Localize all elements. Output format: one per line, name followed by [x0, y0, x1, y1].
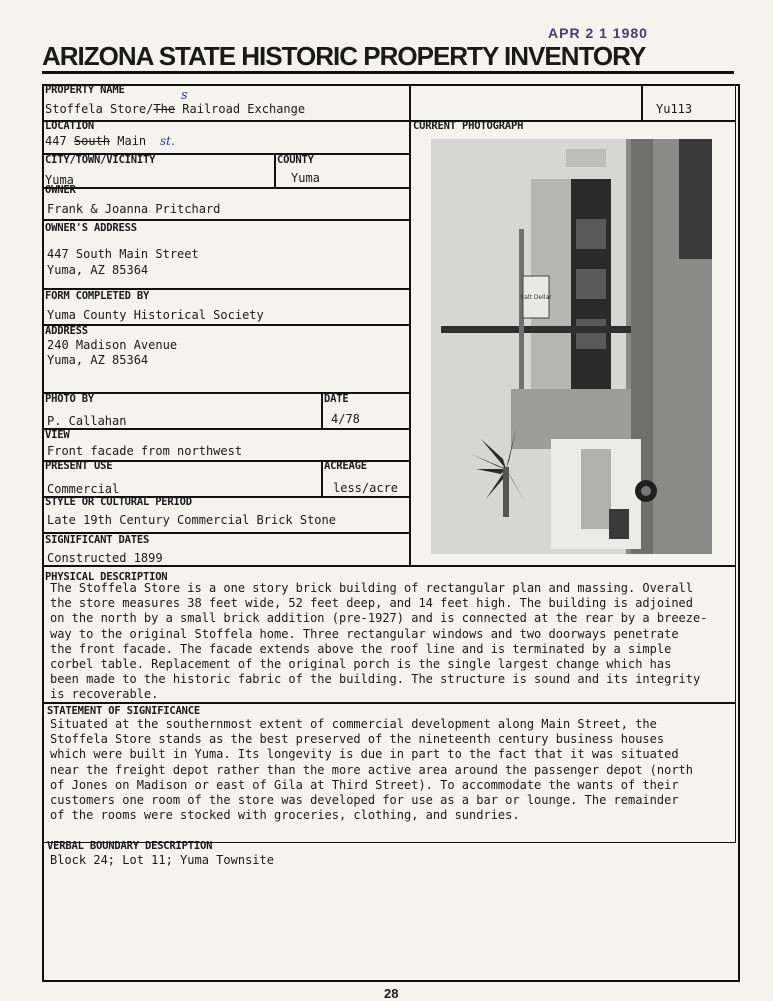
location-struck: South — [73, 134, 111, 148]
form-completed-value: Yuma County Historical Society — [47, 308, 264, 322]
significance-line: Situated at the southernmost extent of commercial development along Main Street, the — [50, 717, 657, 731]
owner-value: Frank & Joanna Pritchard — [47, 202, 221, 216]
building-photograph-drawing — [431, 139, 712, 554]
property-name-label: PROPERTY NAME — [45, 84, 125, 96]
style-value: Late 19th Century Commercial Brick Stone — [47, 513, 336, 527]
significance-label: STATEMENT OF SIGNIFICANCE — [47, 705, 201, 717]
physical-description-line: been made to the historic fabric of the building. The structure is sound and its integrity — [50, 672, 701, 687]
present-use-label: PRESENT USE — [45, 460, 113, 472]
style-label: STYLE OR CULTURAL PERIOD — [45, 496, 192, 508]
photo-by-label: PHOTO BY — [45, 393, 94, 405]
county-label: COUNTY — [277, 154, 314, 166]
address-line1: 240 Madison Avenue — [47, 338, 178, 352]
location-label: LOCATION — [45, 120, 94, 132]
significance-line: near the freight depot rather than the more active area around the passenger depot (north — [50, 762, 693, 777]
acreage-value: less/acre — [333, 481, 399, 495]
present-use-value: Commercial — [47, 482, 120, 496]
location-part-2: Main — [110, 134, 147, 148]
owner-label: OWNER — [45, 184, 76, 196]
address-line2: Yuma, AZ 85364 — [47, 353, 149, 367]
location-handwritten: st. — [160, 134, 175, 148]
location-value — [45, 134, 146, 148]
inventory-number: Yu113 — [656, 102, 693, 116]
significance-line: of the rooms were stocked with groceries, clothing, and sundries. — [50, 808, 520, 823]
photo-sign-text: Salt Dellar — [520, 294, 552, 301]
physical-description-label: PHYSICAL DESCRIPTION — [45, 571, 168, 583]
verbal-boundary-label: VERBAL BOUNDARY DESCRIPTION — [47, 840, 213, 852]
acreage-label: ACREAGE — [324, 460, 367, 472]
physical-description-text — [50, 581, 740, 703]
location-part-1: 447 — [45, 134, 74, 148]
page-number: 28 — [384, 986, 399, 1001]
property-name-handwritten: s — [181, 88, 188, 103]
owners-address-label: OWNER'S ADDRESS — [45, 222, 137, 234]
significance-line: customers one room of the store was developed for use as a bar or lounge. The remainder — [50, 793, 679, 808]
current-photograph-label: CURRENT PHOTOGRAPH — [413, 120, 524, 132]
date-value: 4/78 — [331, 412, 360, 426]
date-label: DATE — [324, 393, 349, 405]
physical-description-line: corbel table. Replacement of the original porch is the single largest change which has — [50, 657, 672, 672]
physical-description-line: the front facade. The facade extends above the roof line and is terminated by a simple — [50, 641, 672, 656]
title-rule — [42, 71, 734, 74]
county-value: Yuma — [291, 171, 320, 185]
form-title: ARIZONA STATE HISTORIC PROPERTY INVENTORY — [42, 41, 646, 71]
form-completed-label: FORM COMPLETED BY — [45, 290, 150, 302]
significance-line: Stoffela Store stands as the best preserved of the nineteenth century business houses — [50, 732, 665, 747]
photo-by-value: P. Callahan — [47, 414, 127, 428]
physical-description-line: on the north by a small brick addition (pre-1927) and is connected at the rear by a breeze- — [50, 611, 708, 626]
address-label: ADDRESS — [45, 325, 88, 337]
significant-dates-label: SIGNIFICANT DATES — [45, 534, 150, 546]
significance-line: which were built in Yuma. Its longevity is due in part to the fact that it was situated — [50, 747, 679, 762]
physical-description-line: is recoverable. — [50, 687, 159, 702]
inventory-number-box — [410, 85, 642, 121]
physical-description-line: The Stoffela Store is a one story brick building of rectangular plan and massing. Overall — [50, 581, 693, 595]
physical-description-line: way to the original Stoffela home. Three rectangular windows and two doorways penetrate — [50, 626, 679, 641]
significant-dates-value: Constructed 1899 — [47, 551, 163, 565]
received-date-stamp: APR 2 1 1980 — [548, 25, 648, 41]
property-name-part-1: Stoffela Store/ — [45, 102, 154, 116]
verbal-boundary-value: Block 24; Lot 11; Yuma Townsite — [50, 853, 274, 867]
city-value: Yuma — [45, 173, 74, 187]
owners-address-line1: 447 South Main Street — [47, 247, 199, 261]
city-label: CITY/TOWN/VICINITY — [45, 154, 156, 166]
view-label: VIEW — [45, 429, 70, 441]
property-name-part-2: Railroad Exchange — [175, 102, 306, 116]
property-name-struck: The — [153, 102, 176, 116]
physical-description-line: the store measures 38 feet wide, 52 feet deep, and 14 feet high. The building is adjoined — [50, 596, 693, 611]
owners-address-line2: Yuma, AZ 85364 — [47, 263, 149, 277]
significance-line: of Jones on Madison or east of Gila at Third Street). To accommodate the wants of their — [50, 777, 679, 792]
view-value: Front facade from northwest — [47, 444, 243, 458]
building-photograph — [431, 139, 712, 554]
significance-text — [50, 717, 740, 823]
property-name-value — [45, 102, 305, 116]
